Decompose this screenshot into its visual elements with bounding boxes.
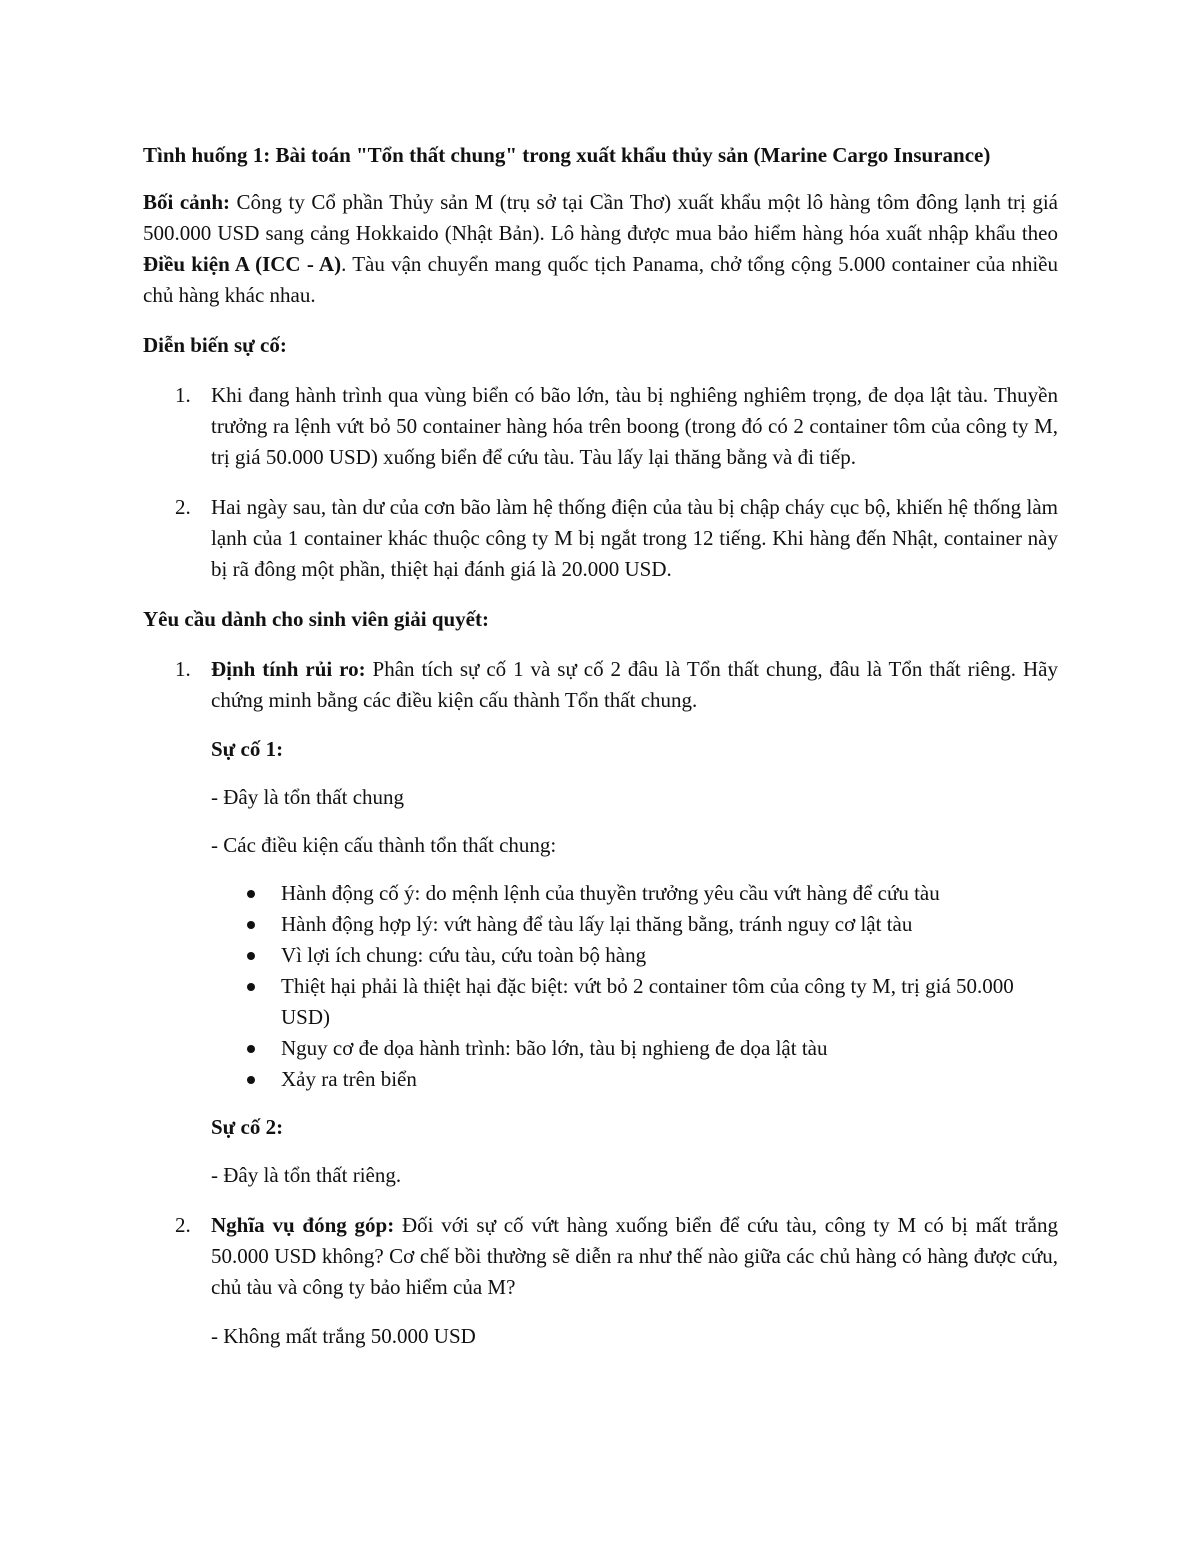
conditions-list	[211, 878, 1058, 1095]
bullet-text: Vì lợi ích chung: cứu tàu, cứu toàn bộ hàng	[281, 943, 647, 967]
context-condition: Điều kiện A (ICC - A)	[143, 252, 342, 276]
events-heading: Diễn biến sự cố:	[143, 333, 287, 357]
event-text: Khi đang hành trình qua vùng biển có bão lớn, tàu bị nghiêng nghiêm trọng, đe dọa lật tàu. Thuyền trưởng ra lệnh vứt bỏ 50 container hàng hóa trên boong (trong đó có 2 container tôm của công ty M, trị giá 50.000 USD) xuống biển để cứu tàu. Tàu lấy lại thăng bằng và đi tiếp.	[211, 383, 1058, 469]
requirement-text	[211, 1210, 1058, 1303]
requirement-body: Phân tích sự cố 1 và sự cố 2 đâu là Tổn thất chung, đâu là Tổn thất riêng. Hãy chứng minh bằng các điều kiện cấu thành Tổn thất chung.	[211, 657, 1058, 712]
requirements-heading: Yêu cầu dành cho sinh viên giải quyết:	[143, 607, 489, 631]
list-item	[143, 654, 1058, 1191]
event-text: Hai ngày sau, tàn dư của cơn bão làm hệ thống điện của tàu bị chập cháy cục bộ, khiến hệ thống làm lạnh của 1 container khác thuộc công ty M bị ngắt trong 12 tiếng. Khi hàng đến Nhật, container này bị rã đông một phần, thiệt hại đánh giá là 20.000 USD.	[211, 495, 1058, 581]
bullet-text: Thiệt hại phải là thiệt hại đặc biệt: vứt bỏ 2 container tôm của công ty M, trị giá 50.000 USD)	[281, 974, 1014, 1029]
list-item	[143, 380, 1058, 473]
bullet-item	[211, 940, 1058, 971]
requirements-list	[143, 654, 1058, 1352]
list-number: 2.	[175, 495, 191, 519]
answer-line: - Không mất trắng 50.000 USD	[211, 1324, 476, 1348]
context-text-2: . Tàu vận chuyển mang quốc tịch Panama, chở tổng cộng 5.000 container của nhiều chủ hàng khác nhau.	[143, 252, 1058, 307]
event2-heading-text: Sự cố 2:	[211, 1115, 284, 1139]
list-number: 2.	[175, 1213, 191, 1237]
document-title: Tình huống 1: Bài toán "Tổn thất chung" trong xuất khẩu thủy sản (Marine Cargo Insurance)	[143, 143, 991, 167]
requirement-label: Nghĩa vụ đóng góp:	[211, 1213, 395, 1237]
bullet-text: Hành động hợp lý: vứt hàng để tàu lấy lại thăng bằng, tránh nguy cơ lật tàu	[281, 912, 913, 936]
answer-block	[211, 734, 1058, 1191]
bullet-icon	[247, 890, 255, 898]
list-number: 1.	[175, 383, 191, 407]
bullet-icon	[247, 952, 255, 960]
requirement-body: Đối với sự cố vứt hàng xuống biển để cứu tàu, công ty M có bị mất trắng 50.000 USD không? Cơ chế bồi thường sẽ diễn ra như thế nào giữa các chủ hàng có hàng được cứu, chủ tàu và công ty bảo hiểm của M?	[211, 1213, 1058, 1299]
bullet-text: Hành động cố ý: do mệnh lệnh của thuyền trưởng yêu cầu vứt hàng để cứu tàu	[281, 881, 940, 905]
list-number: 1.	[175, 657, 191, 681]
bullet-icon	[247, 921, 255, 929]
context-paragraph	[143, 187, 1058, 311]
document-body	[143, 140, 1058, 1371]
event1-heading	[211, 734, 1058, 765]
context-text-1: Công ty Cổ phần Thủy sản M (trụ sở tại Cần Thơ) xuất khẩu một lô hàng tôm đông lạnh trị giá 500.000 USD sang cảng Hokkaido (Nhật Bản). Lô hàng được mua bảo hiểm hàng hóa xuất nhập khẩu theo	[143, 190, 1059, 245]
event2-line1: - Đây là tổn thất riêng.	[211, 1163, 402, 1187]
bullet-icon	[247, 983, 255, 991]
context-label: Bối cảnh:	[143, 190, 231, 214]
bullet-item	[211, 971, 1058, 1033]
bullet-item	[211, 909, 1058, 940]
bullet-item	[211, 878, 1058, 909]
bullet-item	[211, 1033, 1058, 1064]
requirement-text	[211, 654, 1058, 716]
bullet-item	[211, 1064, 1058, 1095]
requirement-label: Định tính rủi ro:	[211, 657, 366, 681]
event1-line1: - Đây là tổn thất chung	[211, 785, 405, 809]
bullet-icon	[247, 1076, 255, 1084]
bullet-text: Xảy ra trên biển	[281, 1067, 417, 1091]
event2-heading	[211, 1112, 1058, 1143]
bullet-icon	[247, 1045, 255, 1053]
event1-heading-text: Sự cố 1:	[211, 737, 284, 761]
events-list	[143, 380, 1058, 585]
bullet-text: Nguy cơ đe dọa hành trình: bão lớn, tàu bị nghieng đe dọa lật tàu	[281, 1036, 828, 1060]
list-item	[143, 1210, 1058, 1352]
answer-block	[211, 1321, 1058, 1352]
event1-line2: - Các điều kiện cấu thành tổn thất chung:	[211, 833, 557, 857]
list-item	[143, 492, 1058, 585]
